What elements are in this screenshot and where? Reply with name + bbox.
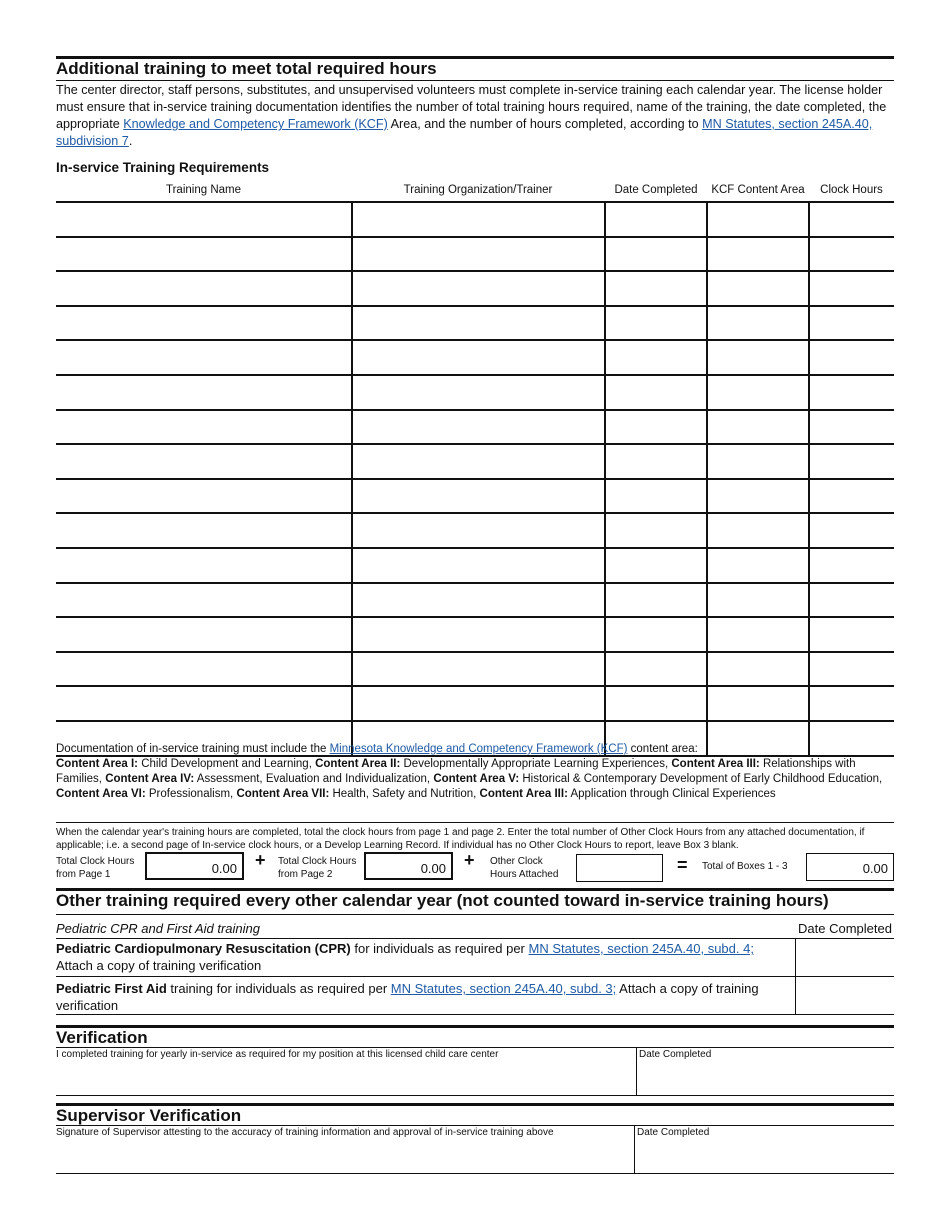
content-area-label: Content Area II: — [315, 758, 401, 770]
content-area-label: Content Area IV: — [105, 773, 195, 785]
verification-signature-line — [56, 1095, 894, 1096]
supervisor-divider — [634, 1125, 635, 1173]
clock-hours-cell[interactable] — [809, 686, 894, 721]
training-name-cell[interactable] — [56, 410, 352, 445]
kcf-area-cell[interactable] — [707, 306, 809, 341]
box3-label: Other Clock Hours Attached — [490, 856, 559, 880]
organization-cell[interactable] — [352, 410, 605, 445]
box1-total-page1[interactable]: 0.00 — [145, 852, 244, 880]
clock-hours-cell[interactable] — [809, 340, 894, 375]
clock-hours-cell[interactable] — [809, 410, 894, 445]
date-completed-cell[interactable] — [605, 340, 707, 375]
clock-hours-cell[interactable] — [809, 306, 894, 341]
training-name-cell[interactable] — [56, 652, 352, 687]
date-completed-cell[interactable] — [605, 548, 707, 583]
cpr-requirement: Pediatric Cardiopulmonary Resuscitation (CPR) for individuals as required per MN Statutes, section 245A.40, subd. 4; Attach a copy of training verification — [56, 941, 754, 973]
table-row — [56, 237, 894, 272]
kcf-area-cell[interactable] — [707, 237, 809, 272]
date-completed-cell[interactable] — [605, 583, 707, 618]
training-table — [56, 201, 894, 757]
clock-hours-cell[interactable] — [809, 479, 894, 514]
section2-title: Other training required every other calendar year (not counted toward in-service training hours) — [56, 891, 829, 910]
date-completed-cell[interactable] — [605, 513, 707, 548]
plus-sign-1: + — [255, 850, 266, 870]
content-area-text: Health, Safety and Nutrition, — [329, 788, 480, 800]
box3-other-hours[interactable] — [576, 854, 663, 882]
col-kcf-area: KCF Content Area — [711, 184, 805, 196]
date-completed-cell[interactable] — [605, 375, 707, 410]
training-name-cell[interactable] — [56, 513, 352, 548]
date-completed-cell[interactable] — [605, 237, 707, 272]
clock-hours-cell[interactable] — [809, 444, 894, 479]
kcf-area-cell[interactable] — [707, 375, 809, 410]
organization-cell[interactable] — [352, 617, 605, 652]
col-organization: Training Organization/Trainer — [403, 184, 553, 196]
kcf-area-cell[interactable] — [707, 271, 809, 306]
content-area-label: Content Area V: — [433, 773, 520, 785]
totals-divider — [56, 822, 894, 823]
training-name-cell[interactable] — [56, 340, 352, 375]
table-row — [56, 410, 894, 445]
supervisor-date-field[interactable] — [636, 1140, 892, 1172]
training-name-cell[interactable] — [56, 237, 352, 272]
equals-sign: = — [677, 855, 688, 875]
table-row — [56, 444, 894, 479]
training-name-cell[interactable] — [56, 375, 352, 410]
kcf-area-cell[interactable] — [707, 444, 809, 479]
organization-cell[interactable] — [352, 202, 605, 237]
content-area-text: Professionalism, — [145, 788, 237, 800]
content-area-label: Content Area VII: — [236, 788, 330, 800]
clock-hours-cell[interactable] — [809, 583, 894, 618]
date-completed-cell[interactable] — [605, 617, 707, 652]
kcf-area-cell[interactable] — [707, 652, 809, 687]
documentation-note: Documentation of in-service training must include the Minnesota Knowledge and Competency Framework (KCF) content area: Content Area I: Child Development and Learning, Content Area II: Developmentally Appropriate Learning Experiences, Content Area III: Relationships with Families, Content Area IV: Assessment, Evaluation and Individualization, Content Area V: Historical & Contemporary Development of Early Childhood Education, Content Area VI: Professionalism, Content Area VII: Health, Safety and Nutrition, Content Area III: Application through Clinical Experiences — [56, 743, 883, 800]
box1-label: Total Clock Hours from Page 1 — [56, 856, 135, 880]
table-row — [56, 686, 894, 721]
training-name-cell[interactable] — [56, 444, 352, 479]
table-row — [56, 340, 894, 375]
clock-hours-cell[interactable] — [809, 237, 894, 272]
content-area-text: Application through Clinical Experiences — [567, 788, 776, 800]
box2-label: Total Clock Hours from Page 2 — [278, 856, 357, 880]
organization-cell[interactable] — [352, 271, 605, 306]
organization-cell[interactable] — [352, 652, 605, 687]
verification-date-field[interactable] — [638, 1062, 892, 1094]
content-area-label: Content Area III: — [479, 788, 568, 800]
table-row — [56, 479, 894, 514]
verification-signature-field[interactable] — [56, 1062, 634, 1094]
cpr-top-line — [56, 938, 894, 939]
totals-instructions: When the calendar year's training hours are completed, total the clock hours from page 1 and page 2. Enter the total number of Other Clock Hours from any attached documentation, if applicable; i.e. a second page of In-service clock hours, or a Develop Learning Record. If individual has no Other Clock Hours to report, leave Box 3 blank. — [56, 827, 865, 851]
training-name-cell[interactable] — [56, 479, 352, 514]
verification-divider — [636, 1047, 637, 1095]
organization-cell[interactable] — [352, 479, 605, 514]
date-completed-cell[interactable] — [605, 686, 707, 721]
section-title-underline — [56, 80, 894, 81]
content-area-text: Developmentally Appropriate Learning Experiences, — [400, 758, 672, 770]
content-area-label: Content Area III: — [671, 758, 760, 770]
training-name-cell[interactable] — [56, 271, 352, 306]
plus-sign-2: + — [464, 850, 475, 870]
date-completed-cell[interactable] — [605, 202, 707, 237]
date-completed-cell[interactable] — [605, 652, 707, 687]
table-row — [56, 652, 894, 687]
table-row — [56, 548, 894, 583]
table-row — [56, 306, 894, 341]
clock-hours-cell[interactable] — [809, 271, 894, 306]
clock-hours-cell[interactable] — [809, 548, 894, 583]
organization-cell[interactable] — [352, 548, 605, 583]
organization-cell[interactable] — [352, 237, 605, 272]
content-area-text: Historical & Contemporary Development of Early Childhood Education, — [519, 773, 883, 785]
cpr-bottom-line — [56, 976, 894, 977]
kcf-area-cell[interactable] — [707, 548, 809, 583]
training-name-cell[interactable] — [56, 548, 352, 583]
verification-statement: I completed training for yearly in-service as required for my position at this licensed child care center — [56, 1049, 499, 1060]
kcf-area-cell[interactable] — [707, 617, 809, 652]
date-completed-header: Date Completed — [798, 921, 892, 936]
organization-cell[interactable] — [352, 513, 605, 548]
organization-cell[interactable] — [352, 306, 605, 341]
table-row — [56, 375, 894, 410]
verification-date-label: Date Completed — [639, 1049, 712, 1060]
organization-cell[interactable] — [352, 340, 605, 375]
kcf-area-cell[interactable] — [707, 340, 809, 375]
intro-paragraph: The center director, staff persons, substitutes, and unsupervised volunteers must complete in-service training each calendar year. The license holder must ensure that in-service training documentation identifies the number of total training hours required, name of the training, the date completed, the appropriate Knowledge and Competency Framework (KCF) Area, and the number of hours completed, according to MN Statutes, section 245A.40, subdivision 7. — [56, 83, 887, 148]
date-completed-cell[interactable] — [605, 410, 707, 445]
kcf-area-cell[interactable] — [707, 202, 809, 237]
mn-kcf-link[interactable]: Minnesota Knowledge and Competency Framework (KCF) — [329, 743, 628, 755]
training-name-cell[interactable] — [56, 306, 352, 341]
section2-title-underline — [56, 914, 894, 915]
total-label: Total of Boxes 1 - 3 — [702, 861, 788, 872]
table-row — [56, 513, 894, 548]
kcf-link[interactable]: Knowledge and Competency Framework (KCF) — [123, 117, 388, 131]
first-aid-date-field[interactable] — [796, 978, 894, 1013]
organization-cell[interactable] — [352, 375, 605, 410]
supervisor-signature-field[interactable] — [56, 1140, 632, 1172]
training-name-cell[interactable] — [56, 583, 352, 618]
supervisor-date-label: Date Completed — [637, 1127, 710, 1138]
kcf-area-cell[interactable] — [707, 410, 809, 445]
kcf-area-cell[interactable] — [707, 686, 809, 721]
table-row — [56, 617, 894, 652]
total-boxes[interactable]: 0.00 — [806, 853, 894, 881]
content-areas — [56, 758, 882, 800]
supervisor-signature-line — [56, 1173, 894, 1174]
col-training-name: Training Name — [166, 184, 241, 196]
kcf-area-cell[interactable] — [707, 513, 809, 548]
supervisor-title: Supervisor Verification — [56, 1106, 242, 1125]
clock-hours-cell[interactable] — [809, 617, 894, 652]
box2-total-page2[interactable]: 0.00 — [364, 852, 453, 880]
training-name-cell[interactable] — [56, 686, 352, 721]
organization-cell[interactable] — [352, 444, 605, 479]
table-title: In-service Training Requirements — [56, 160, 270, 175]
cpr-statute-link[interactable]: MN Statutes, section 245A.40, subd. 4; — [528, 941, 754, 956]
clock-hours-cell[interactable] — [809, 375, 894, 410]
clock-hours-cell[interactable] — [809, 513, 894, 548]
date-completed-cell[interactable] — [605, 479, 707, 514]
date-completed-cell[interactable] — [605, 271, 707, 306]
table-row — [56, 202, 894, 237]
organization-cell[interactable] — [352, 686, 605, 721]
first-aid-statute-link[interactable]: MN Statutes, section 245A.40, subd. 3; — [390, 981, 617, 996]
content-area-text: Assessment, Evaluation and Individualization, — [194, 773, 434, 785]
content-area-label: Content Area I: — [56, 758, 138, 770]
clock-hours-cell[interactable] — [809, 652, 894, 687]
content-area-text: Child Development and Learning, — [138, 758, 316, 770]
col-date-completed: Date Completed — [614, 184, 698, 196]
date-completed-cell[interactable] — [605, 444, 707, 479]
training-name-cell[interactable] — [56, 617, 352, 652]
kcf-area-cell[interactable] — [707, 479, 809, 514]
date-completed-cell[interactable] — [605, 306, 707, 341]
organization-cell[interactable] — [352, 583, 605, 618]
cpr-date-field[interactable] — [796, 940, 894, 975]
verification-top-rule — [56, 1025, 894, 1028]
first-aid-bottom-line — [56, 1014, 894, 1015]
verification-title: Verification — [56, 1028, 148, 1047]
kcf-area-cell[interactable] — [707, 583, 809, 618]
clock-hours-cell[interactable] — [809, 202, 894, 237]
cpr-subhead: Pediatric CPR and First Aid training — [56, 921, 260, 936]
training-name-cell[interactable] — [56, 202, 352, 237]
content-area-text: Relationships with Families, — [56, 758, 856, 785]
table-row — [56, 583, 894, 618]
col-clock-hours: Clock Hours — [820, 184, 883, 196]
first-aid-requirement: Pediatric First Aid training for individuals as required per MN Statutes, section 245A.40, subd. 3; Attach a copy of training verification — [56, 981, 759, 1013]
section-title: Additional training to meet total required hours — [56, 59, 437, 78]
supervisor-statement: Signature of Supervisor attesting to the accuracy of training information and approval of in-service training above — [56, 1127, 554, 1138]
content-area-label: Content Area VI: — [56, 788, 146, 800]
table-row — [56, 271, 894, 306]
mn-statutes-link[interactable]: MN Statutes, section 245A.40, subdivision 7 — [56, 117, 873, 148]
